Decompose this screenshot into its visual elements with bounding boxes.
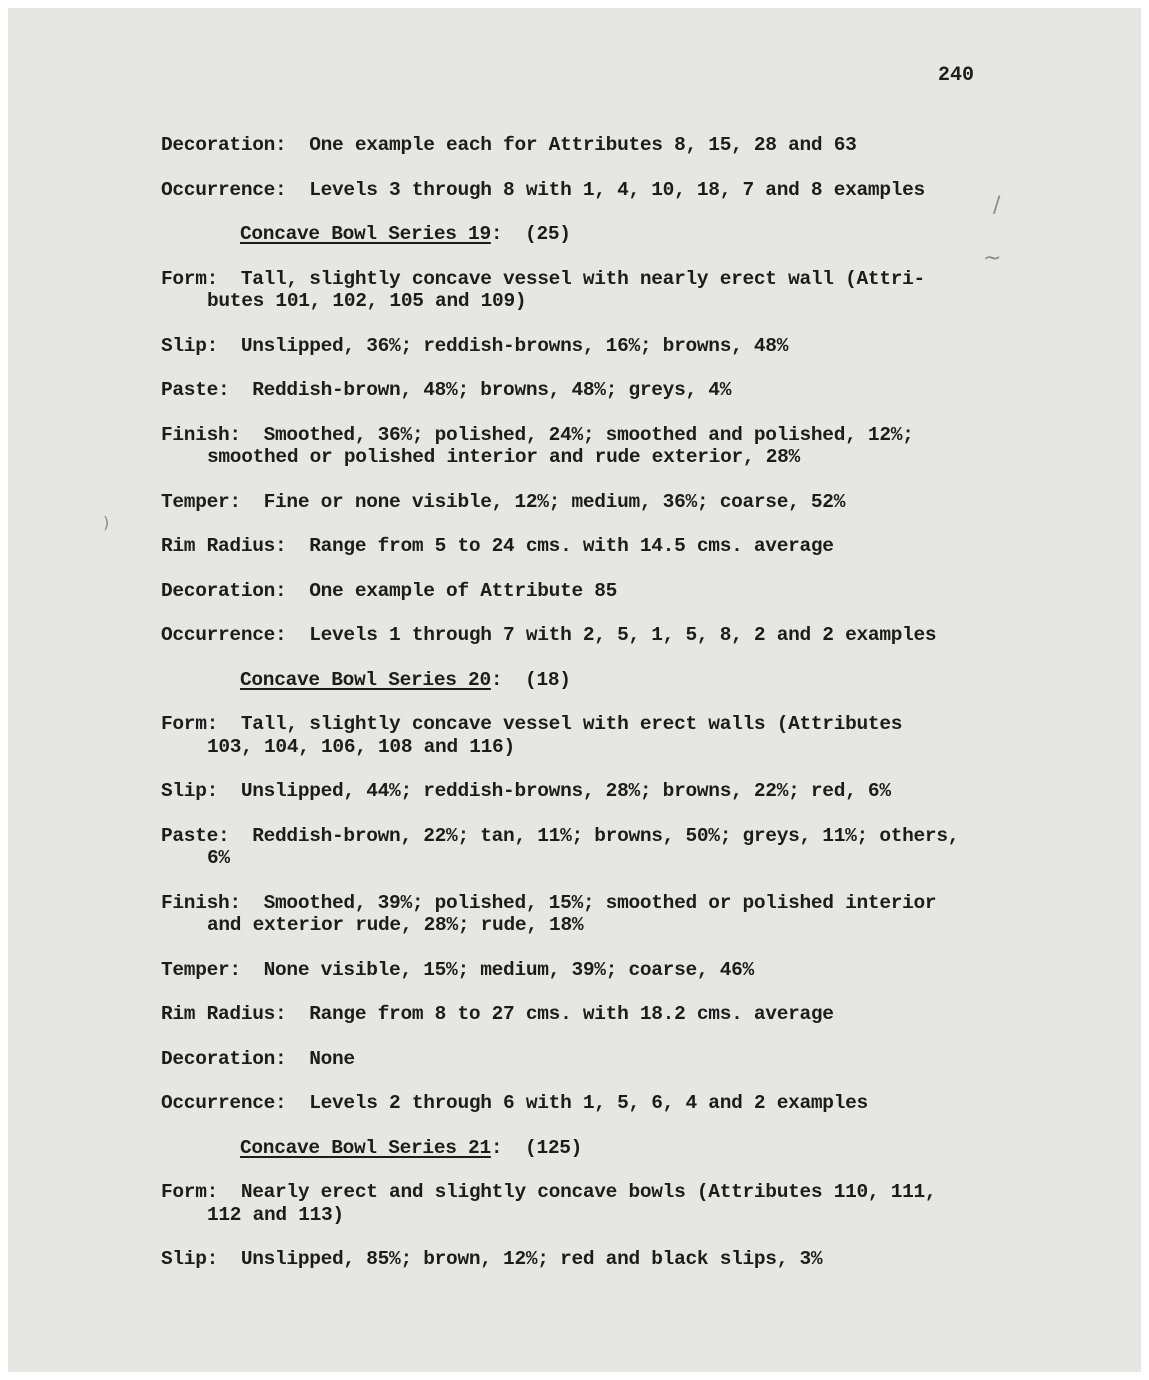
series-count: : (125) [490,1136,583,1159]
entry-paragraph [161,780,1041,803]
entry-line: Slip: Unslipped, 85%; brown, 12%; red and black slips, 3% [161,1248,823,1270]
page-number: 240 [938,64,975,87]
entry-paragraph [161,1248,1041,1271]
margin-mark: / [993,193,1001,218]
entry-line: Form: Tall, slightly concave vessel with erect walls (Attributes [161,713,903,735]
entry-continuation-line: 112 and 113) [207,1203,344,1226]
entry-line: Slip: Unslipped, 44%; reddish-browns, 28%; browns, 22%; red, 6% [161,780,891,802]
series-title: Concave Bowl Series 21 [240,1136,491,1159]
entry-paragraph [161,580,1041,603]
entry-continuation-line: and exterior rude, 28%; rude, 18% [207,914,584,936]
entry-paragraph [161,1048,1041,1071]
entry-continuation-line: smoothed or polished interior and rude exterior, 28% [207,446,800,468]
margin-mark: ) [103,513,110,532]
series-heading [161,1137,1041,1160]
entry-line: Finish: Smoothed, 39%; polished, 15%; smoothed or polished interior [161,891,937,914]
entry-line: Finish: Smoothed, 36%; polished, 24%; smoothed and polished, 12%; [161,423,914,446]
entry-line: Occurrence: Levels 3 through 8 with 1, 4, 10, 18, 7 and 8 examples [161,178,925,201]
series-heading [161,669,1041,692]
entry-line: Form: Tall, slightly concave vessel with nearly erect wall (Attri- [161,267,925,290]
entry-line: Form: Nearly erect and slightly concave bowls (Attributes 110, 111, [161,1181,937,1203]
typewritten-page [8,8,1141,1372]
entry-paragraph [161,624,1041,647]
entry-line: Rim Radius: Range from 8 to 27 cms. with 18.2 cms. average [161,1003,834,1025]
entry-continuation-line: butes 101, 102, 105 and 109) [207,290,527,312]
entry-paragraph [161,134,1041,157]
series-count: : (18) [490,668,571,691]
entry-paragraph [161,335,1041,358]
entry-line: Occurrence: Levels 1 through 7 with 2, 5, 1, 5, 8, 2 and 2 examples [161,624,937,646]
entry-paragraph [161,268,1041,313]
entry-line: Temper: Fine or none visible, 12%; medium, 36%; coarse, 52% [161,490,846,513]
entry-paragraph [161,825,1041,870]
entry-paragraph [161,424,1041,469]
series-title: Concave Bowl Series 19 [240,223,491,245]
document-body [161,134,1041,1271]
margin-mark: ~ [983,246,1002,271]
entry-paragraph [161,535,1041,558]
entry-paragraph [161,491,1041,514]
entry-paragraph [161,1092,1041,1115]
series-title: Concave Bowl Series 20 [240,668,491,691]
entry-paragraph [161,1181,1041,1226]
entry-continuation-line: 6% [207,847,230,869]
entry-line: Paste: Reddish-brown, 22%; tan, 11%; browns, 50%; greys, 11%; others, [161,824,960,847]
series-count: : (25) [490,223,571,245]
entry-line: Temper: None visible, 15%; medium, 39%; coarse, 46% [161,958,754,981]
entry-paragraph [161,959,1041,982]
entry-line: Decoration: One example of Attribute 85 [161,579,618,602]
entry-line: Decoration: None [161,1047,355,1070]
entry-paragraph [161,892,1041,937]
entry-line: Paste: Reddish-brown, 48%; browns, 48%; greys, 4% [161,379,732,401]
entry-line: Slip: Unslipped, 36%; reddish-browns, 16%; browns, 48% [161,334,789,357]
entry-line: Rim Radius: Range from 5 to 24 cms. with 14.5 cms. average [161,535,834,557]
entry-line: Decoration: One example each for Attributes 8, 15, 28 and 63 [161,134,857,156]
series-heading [161,223,1041,246]
entry-paragraph [161,379,1041,402]
entry-paragraph [161,179,1041,202]
entry-continuation-line: 103, 104, 106, 108 and 116) [207,735,515,758]
entry-paragraph [161,713,1041,758]
entry-line: Occurrence: Levels 2 through 6 with 1, 5, 6, 4 and 2 examples [161,1092,868,1114]
entry-paragraph [161,1003,1041,1026]
